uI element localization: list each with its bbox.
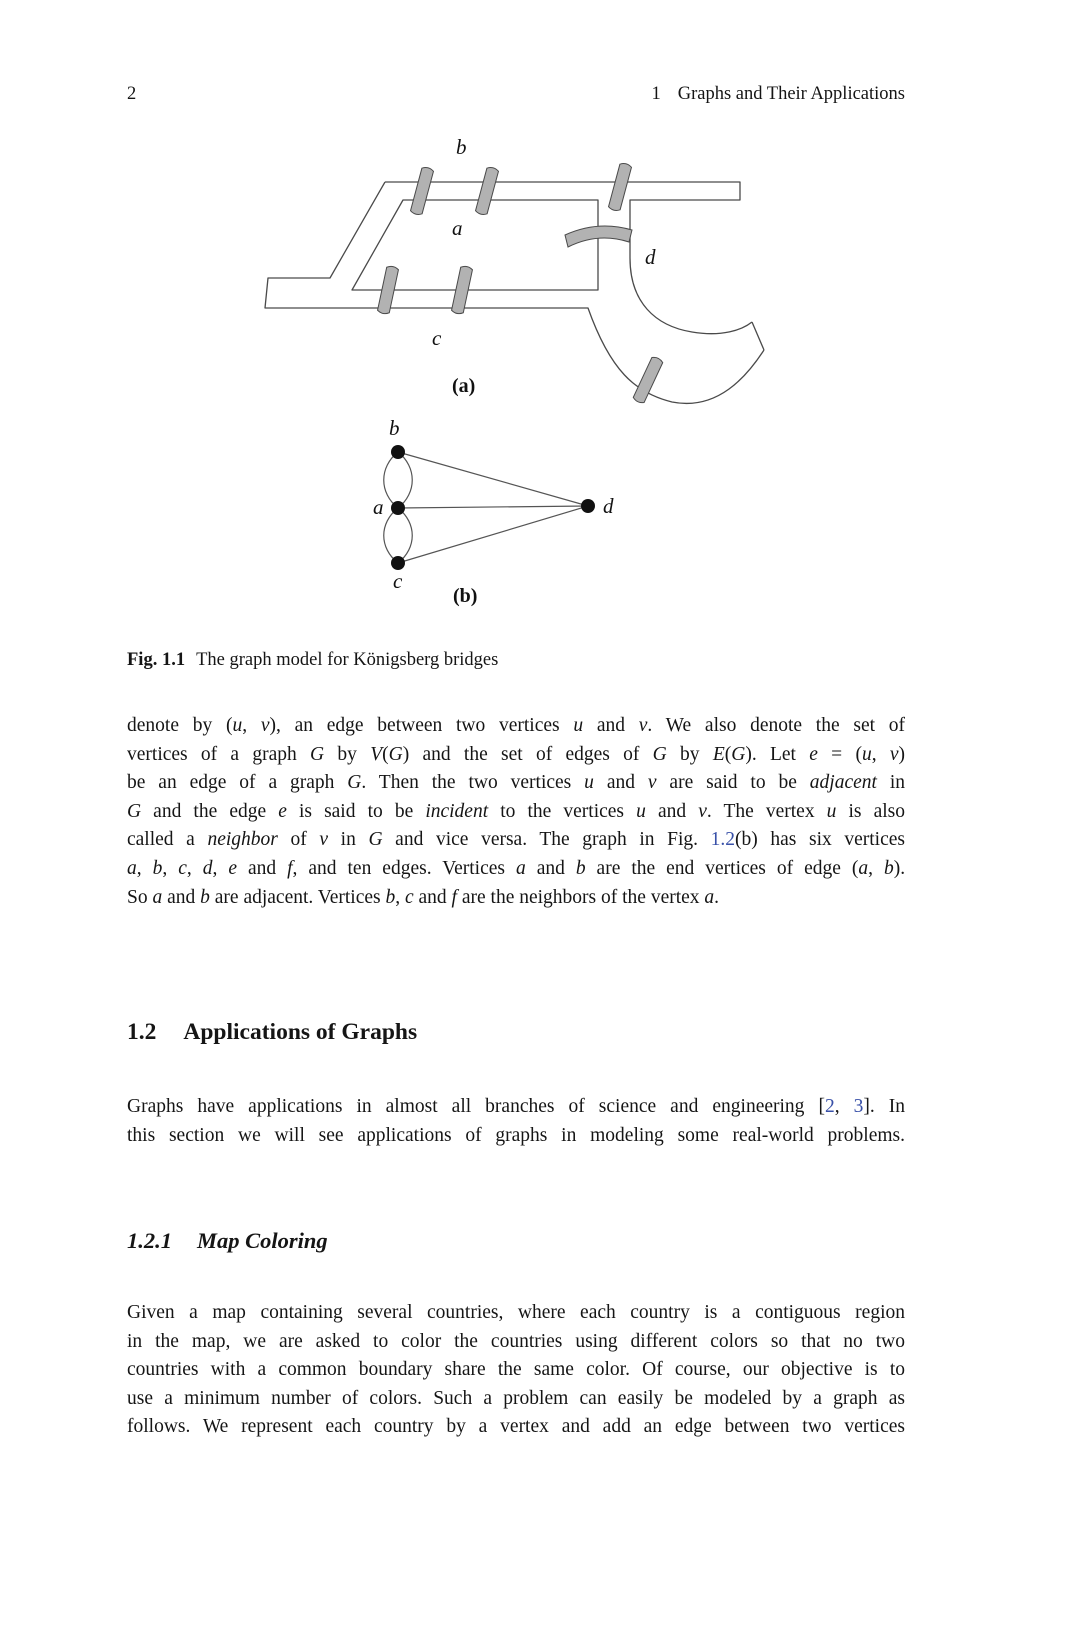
paragraph-3 (127, 1299, 905, 1442)
edge-c-d (398, 506, 588, 563)
figure-part-b-label: (b) (453, 585, 478, 607)
section-heading (127, 1019, 905, 1046)
running-head-chapter-number: 1 (651, 84, 661, 104)
bridge-c-d (632, 356, 663, 405)
text-line: this section we will see applications of graphs in modeling some real-world problems. (127, 1124, 905, 1146)
text-line: in the map, we are asked to color the countries using different colors so that no two (127, 1330, 905, 1352)
land-label-d: d (645, 245, 656, 269)
figure-caption-text: The graph model for Königsberg bridges (196, 650, 499, 670)
edge-a-c-2 (398, 508, 412, 563)
vertex-d (581, 499, 595, 513)
vertex-label-c: c (393, 569, 403, 593)
text-line: follows. We represent each country by a vertex and add an edge between two vertices (127, 1416, 905, 1438)
text-line: a, b, c, d, e and f, and ten edges. Vertices a and b are the end vertices of edge (a, b). (127, 857, 906, 879)
vertex-label-a: a (373, 495, 384, 519)
edge-a-b-1 (384, 452, 398, 508)
page-number: 2 (127, 84, 137, 104)
paragraph-2 (127, 1093, 905, 1150)
figure-part-a-label: (a) (452, 375, 476, 397)
bridge-b-a-2 (475, 166, 499, 215)
figure-1-1b-graph (335, 420, 655, 610)
edge-a-d (398, 506, 588, 508)
river-north-branch-outline (385, 182, 752, 334)
text-line: G and the edge e is said to be incident to the vertices u and v. The vertex u is also (127, 800, 906, 822)
edge-b-d (398, 452, 588, 506)
text-line: denote by (u, v), an edge between two vertices u and v. We also denote the set of (127, 715, 906, 736)
land-label-c: c (432, 326, 442, 350)
edge-a-c-1 (384, 508, 398, 563)
text-line: Graphs have applications in almost all branches of science and engineering [2, 3]. In (127, 1096, 905, 1117)
text-line: So a and b are adjacent. Vertices b, c and f are the neighbors of the vertex a. (127, 886, 720, 908)
river-mouth-cap (752, 322, 764, 350)
land-label-a: a (452, 216, 463, 240)
text-line: use a minimum number of colors. Such a problem can easily be modeled by a graph as (127, 1387, 905, 1409)
vertex-a (391, 501, 405, 515)
figure-1-1a-bridges-map (240, 130, 780, 415)
land-label-b: b (456, 135, 467, 159)
running-head (127, 84, 905, 105)
subsection-heading (127, 1228, 905, 1254)
section-title: Applications of Graphs (183, 1019, 418, 1045)
running-head-chapter-title: Graphs and Their Applications (677, 84, 905, 104)
section-number: 1.2 (127, 1019, 157, 1045)
vertex-label-b: b (389, 420, 400, 440)
figure-caption (127, 650, 905, 671)
text-line: vertices of a graph G by V(G) and the set of edges of G by E(G). Let e = (u, v) (127, 743, 906, 765)
subsection-title: Map Coloring (197, 1228, 328, 1253)
text-line: called a neighbor of v in G and vice versa. The graph in Fig. 1.2(b) has six vertices (127, 829, 905, 851)
figure-caption-label: Fig. 1.1 (127, 650, 186, 670)
text-line: be an edge of a graph G. Then the two vertices u and v are said to be adjacent in (127, 772, 906, 794)
vertex-b (391, 445, 405, 459)
paragraph-1 (127, 712, 905, 912)
text-line: countries with a common boundary share the same color. Of course, our objective is to (127, 1359, 905, 1381)
edge-a-b-2 (398, 452, 412, 508)
subsection-number: 1.2.1 (127, 1228, 172, 1253)
bridge-b-d (608, 162, 632, 211)
bridge-b-a-1 (410, 166, 434, 215)
vertex-label-d: d (603, 494, 614, 518)
vertex-c (391, 556, 405, 570)
river-south-branch-outline (265, 182, 764, 403)
text-line: Given a map containing several countries, where each country is a contiguous region (127, 1302, 905, 1323)
